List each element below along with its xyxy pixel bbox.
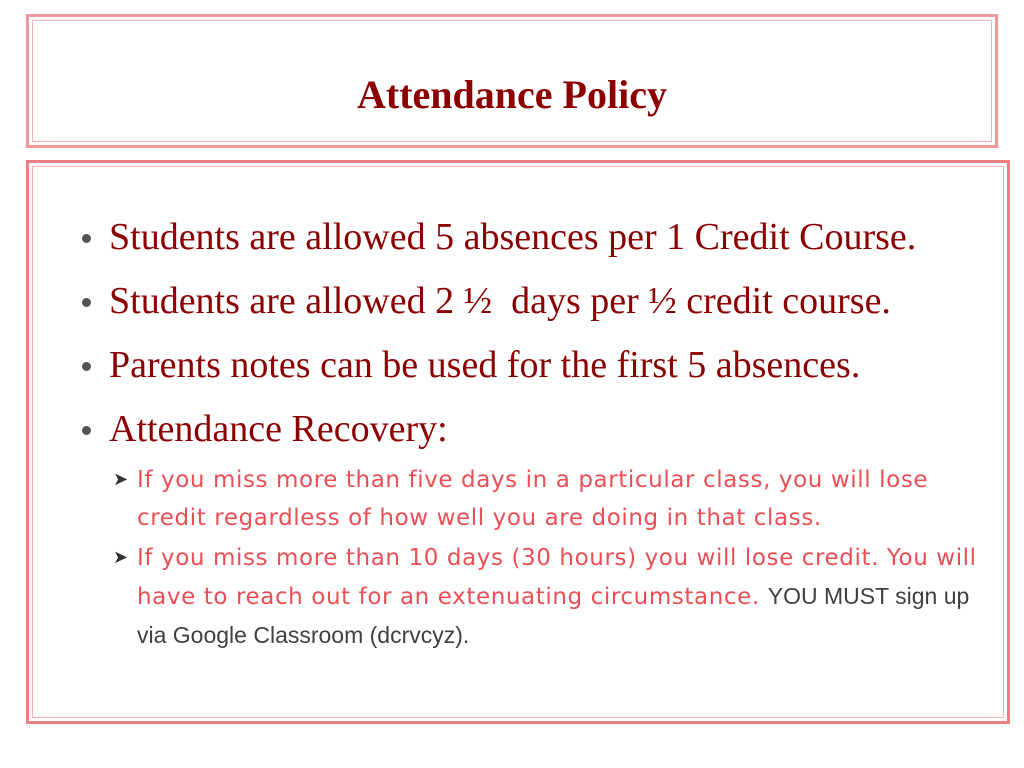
title-frame: [26, 14, 998, 148]
page-title: Attendance Policy: [357, 72, 667, 117]
content-frame: [26, 160, 1010, 724]
bullet-text: Parents notes can be used for the first 5 absences.: [109, 344, 861, 386]
sub-list-item: [113, 539, 993, 655]
sub-bullet-list: [113, 461, 993, 655]
sub-bullet-text: If you miss more than five days in a particular class, you will lose credit regardless of how well you are doing in that class.: [137, 467, 929, 531]
list-item: [77, 405, 1007, 453]
bullet-dot-icon: [82, 298, 91, 307]
bullet-dot-icon: [82, 426, 91, 435]
list-item: [77, 341, 1007, 389]
bullet-text: Students are allowed 5 absences per 1 Credit Course.: [109, 216, 917, 258]
arrow-bullet-icon: ➤: [113, 547, 129, 568]
bullet-list: [77, 213, 1007, 469]
arrow-bullet-icon: ➤: [113, 469, 129, 490]
bullet-text: Students are allowed 2 ½ days per ½ credit course.: [109, 280, 891, 322]
bullet-dot-icon: [82, 362, 91, 371]
bullet-dot-icon: [82, 234, 91, 243]
bullet-text: Attendance Recovery:: [109, 408, 448, 450]
list-item: [77, 213, 1007, 261]
sub-list-item: [113, 461, 993, 537]
list-item: [77, 277, 1007, 325]
sub-bullet-text: If you miss more than 10 days (30 hours) you will lose credit. You will have to reach out for an extenuating circumstance.: [137, 545, 977, 610]
sign-up-note: YOU MUST sign up via Google Classroom (dcrvcyz).: [137, 583, 970, 648]
